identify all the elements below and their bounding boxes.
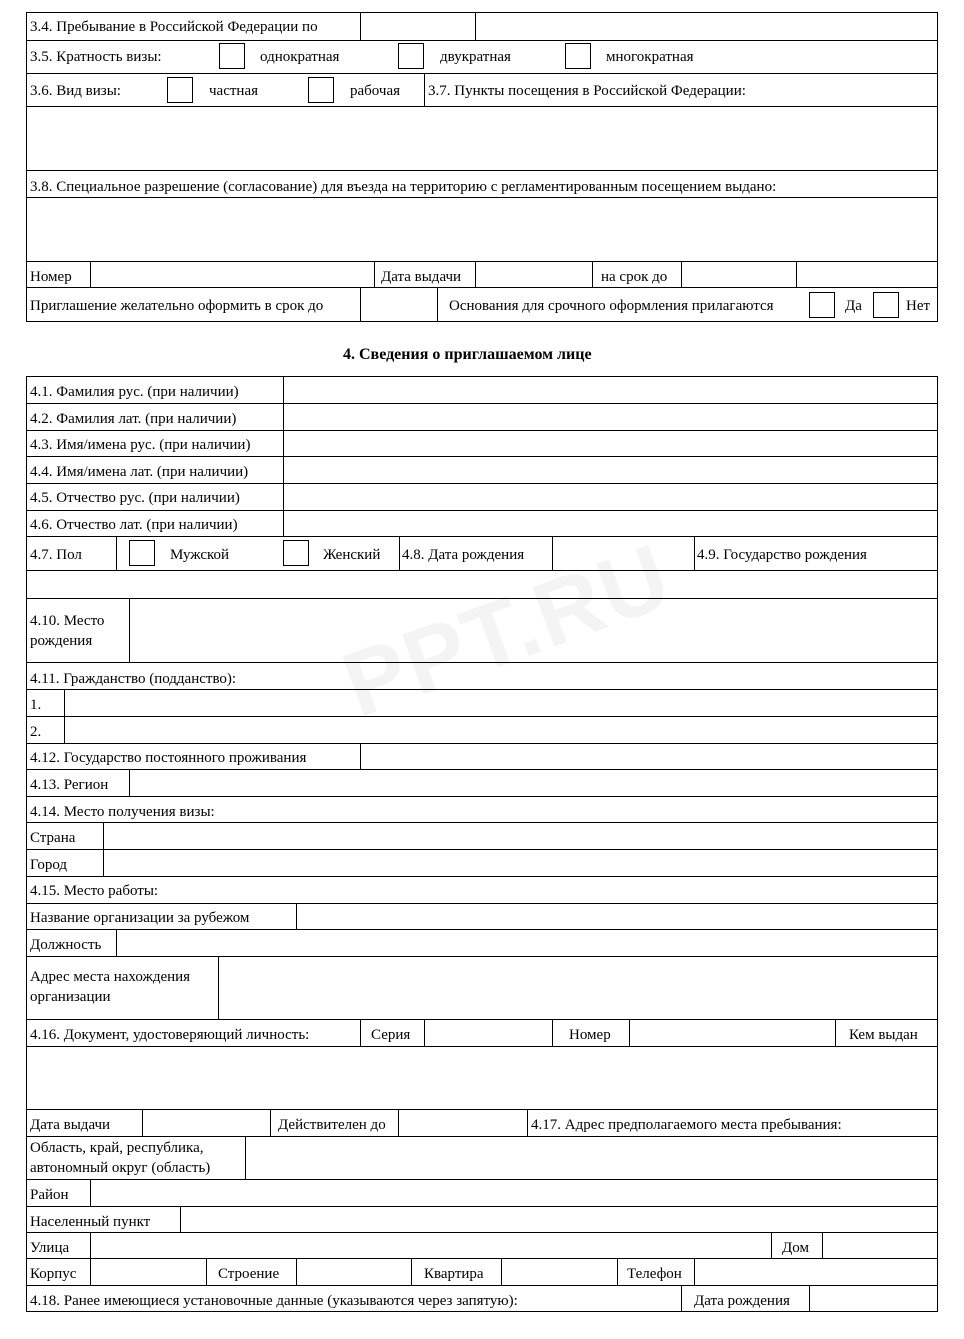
- surname-lat-label: 4.2. Фамилия лат. (при наличии): [30, 411, 237, 427]
- country-field[interactable]: [104, 823, 937, 849]
- male-label: Мужской: [170, 547, 230, 563]
- street-field[interactable]: [91, 1233, 771, 1258]
- position-field[interactable]: [117, 930, 937, 956]
- permit-number-label: Номер: [30, 269, 72, 285]
- residence-state-label: 4.12. Государство постоянного проживания: [30, 750, 307, 766]
- prev-data-label: 4.18. Ранее имеющиеся установочные данные (указываются через запятую):: [30, 1293, 518, 1309]
- stay-from-field[interactable]: [361, 13, 474, 40]
- male-checkbox[interactable]: [129, 540, 155, 566]
- visit-points-label: 3.7. Пункты посещения в Российской Федерации:: [428, 83, 746, 99]
- urgent-no-checkbox[interactable]: [873, 292, 899, 318]
- name-lat-label: 4.4. Имя/имена лат. (при наличии): [30, 464, 249, 480]
- permit-issue-date-field[interactable]: [476, 262, 592, 287]
- surname-ru-field[interactable]: [284, 377, 937, 403]
- position-label: Должность: [30, 937, 102, 953]
- urgent-yes-label: Да: [845, 298, 862, 314]
- region-field[interactable]: [130, 770, 937, 796]
- double-entry-label: двукратная: [440, 49, 511, 65]
- doc-number-label: Номер: [569, 1027, 611, 1043]
- workplace-label: 4.15. Место работы:: [30, 883, 159, 899]
- citizenship-1-field[interactable]: [65, 690, 937, 716]
- valid-until-field[interactable]: [399, 1110, 527, 1136]
- citizenship-1-label: 1.: [30, 697, 42, 713]
- stay-to-field[interactable]: [476, 13, 937, 40]
- section-4-title: 4. Сведения о приглашаемом лице: [343, 346, 592, 363]
- prev-data-field[interactable]: [556, 1286, 681, 1311]
- locality-field[interactable]: [181, 1207, 937, 1232]
- series-field[interactable]: [425, 1020, 552, 1046]
- birth-date-field[interactable]: [553, 537, 694, 570]
- permit-term-field[interactable]: [682, 262, 796, 287]
- special-permit-label: 3.8. Специальное разрешение (согласование) для въезда на территорию с регламентированным посещением выдано:: [30, 179, 777, 195]
- stay-label: 3.4. Пребывание в Российской Федерации по: [30, 19, 318, 35]
- multiple-entry-label: многократная: [606, 49, 694, 65]
- birth-place-label: 4.10. Место рождения: [30, 613, 105, 649]
- private-visa-label: частная: [209, 83, 258, 99]
- double-entry-checkbox[interactable]: [398, 43, 424, 69]
- oblast-field[interactable]: [246, 1137, 937, 1179]
- invite-deadline-label: Приглашение желательно оформить в срок до: [30, 298, 324, 314]
- birth-date-label: 4.8. Дата рождения: [402, 547, 525, 563]
- visa-type-label: 3.6. Вид визы:: [30, 83, 121, 99]
- stay-address-label: 4.17. Адрес предполагаемого места пребывания:: [531, 1117, 842, 1133]
- citizenship-label: 4.11. Гражданство (подданство):: [30, 671, 237, 687]
- id-document-label: 4.16. Документ, удостоверяющий личность:: [30, 1027, 310, 1043]
- visit-points-field[interactable]: [27, 107, 937, 170]
- building-field[interactable]: [297, 1259, 411, 1285]
- prev-birth-date-field[interactable]: [810, 1286, 937, 1311]
- permit-issue-date-label: Дата выдачи: [381, 269, 462, 285]
- female-label: Женский: [323, 547, 381, 563]
- visa-place-label: 4.14. Место получения визы:: [30, 804, 215, 820]
- name-ru-label: 4.3. Имя/имена рус. (при наличии): [30, 437, 251, 453]
- region-label: 4.13. Регион: [30, 777, 109, 793]
- patronymic-ru-field[interactable]: [284, 484, 937, 510]
- locality-label: Населенный пункт: [30, 1214, 151, 1230]
- city-field[interactable]: [104, 850, 937, 876]
- country-label: Страна: [30, 830, 76, 846]
- phone-field[interactable]: [695, 1259, 937, 1285]
- city-label: Город: [30, 857, 68, 873]
- valid-until-label: Действителен до: [278, 1117, 386, 1133]
- org-address-field[interactable]: [219, 957, 937, 1019]
- private-visa-checkbox[interactable]: [167, 77, 193, 103]
- oblast-label: Область, край, республика, автономный округ (область): [30, 1140, 211, 1176]
- doc-issue-date-label: Дата выдачи: [30, 1117, 111, 1133]
- org-name-field[interactable]: [297, 904, 937, 929]
- patronymic-lat-label: 4.6. Отчество лат. (при наличии): [30, 517, 238, 533]
- series-label: Серия: [371, 1027, 411, 1043]
- district-label: Район: [30, 1187, 69, 1203]
- birth-state-field[interactable]: [27, 571, 937, 598]
- korpus-field[interactable]: [91, 1259, 206, 1285]
- surname-lat-field[interactable]: [284, 404, 937, 430]
- name-ru-field[interactable]: [284, 431, 937, 456]
- org-address-label: Адрес места нахождения организации: [30, 969, 191, 1005]
- patronymic-lat-field[interactable]: [284, 511, 937, 536]
- invite-deadline-field[interactable]: [361, 288, 437, 321]
- work-visa-checkbox[interactable]: [308, 77, 334, 103]
- issued-by-label: Кем выдан: [849, 1027, 918, 1043]
- house-label: Дом: [782, 1240, 809, 1256]
- apartment-field[interactable]: [502, 1259, 617, 1285]
- birth-state-label: 4.9. Государство рождения: [697, 547, 867, 563]
- urgent-no-label: Нет: [906, 298, 931, 314]
- house-field[interactable]: [823, 1233, 937, 1258]
- residence-state-field[interactable]: [361, 744, 937, 769]
- female-checkbox[interactable]: [283, 540, 309, 566]
- doc-issue-date-field[interactable]: [143, 1110, 270, 1136]
- prev-birth-date-label: Дата рождения: [694, 1293, 790, 1309]
- citizenship-2-label: 2.: [30, 724, 42, 740]
- urgent-yes-checkbox[interactable]: [809, 292, 835, 318]
- name-lat-field[interactable]: [284, 457, 937, 483]
- korpus-label: Корпус: [30, 1266, 77, 1282]
- urgent-grounds-label: Основания для срочного оформления прилагаются: [449, 298, 774, 314]
- citizenship-2-field[interactable]: [65, 717, 937, 743]
- sex-label: 4.7. Пол: [30, 547, 82, 563]
- phone-label: Телефон: [627, 1266, 682, 1282]
- single-entry-checkbox[interactable]: [219, 43, 245, 69]
- district-field[interactable]: [91, 1180, 937, 1206]
- single-entry-label: однократная: [260, 49, 340, 65]
- visa-multiplicity-label: 3.5. Кратность визы:: [30, 49, 162, 65]
- permit-term-label: на срок до: [601, 269, 668, 285]
- doc-number-field[interactable]: [630, 1020, 835, 1046]
- building-label: Строение: [218, 1266, 280, 1282]
- birth-place-field[interactable]: [130, 599, 937, 662]
- multiple-entry-checkbox[interactable]: [565, 43, 591, 69]
- patronymic-ru-label: 4.5. Отчество рус. (при наличии): [30, 490, 240, 506]
- surname-ru-label: 4.1. Фамилия рус. (при наличии): [30, 384, 239, 400]
- apartment-label: Квартира: [424, 1266, 484, 1282]
- special-permit-field[interactable]: [27, 198, 937, 261]
- permit-number-field[interactable]: [91, 262, 374, 287]
- org-name-label: Название организации за рубежом: [30, 910, 250, 926]
- street-label: Улица: [30, 1240, 70, 1256]
- work-visa-label: рабочая: [350, 83, 401, 99]
- issued-by-field[interactable]: [27, 1047, 937, 1109]
